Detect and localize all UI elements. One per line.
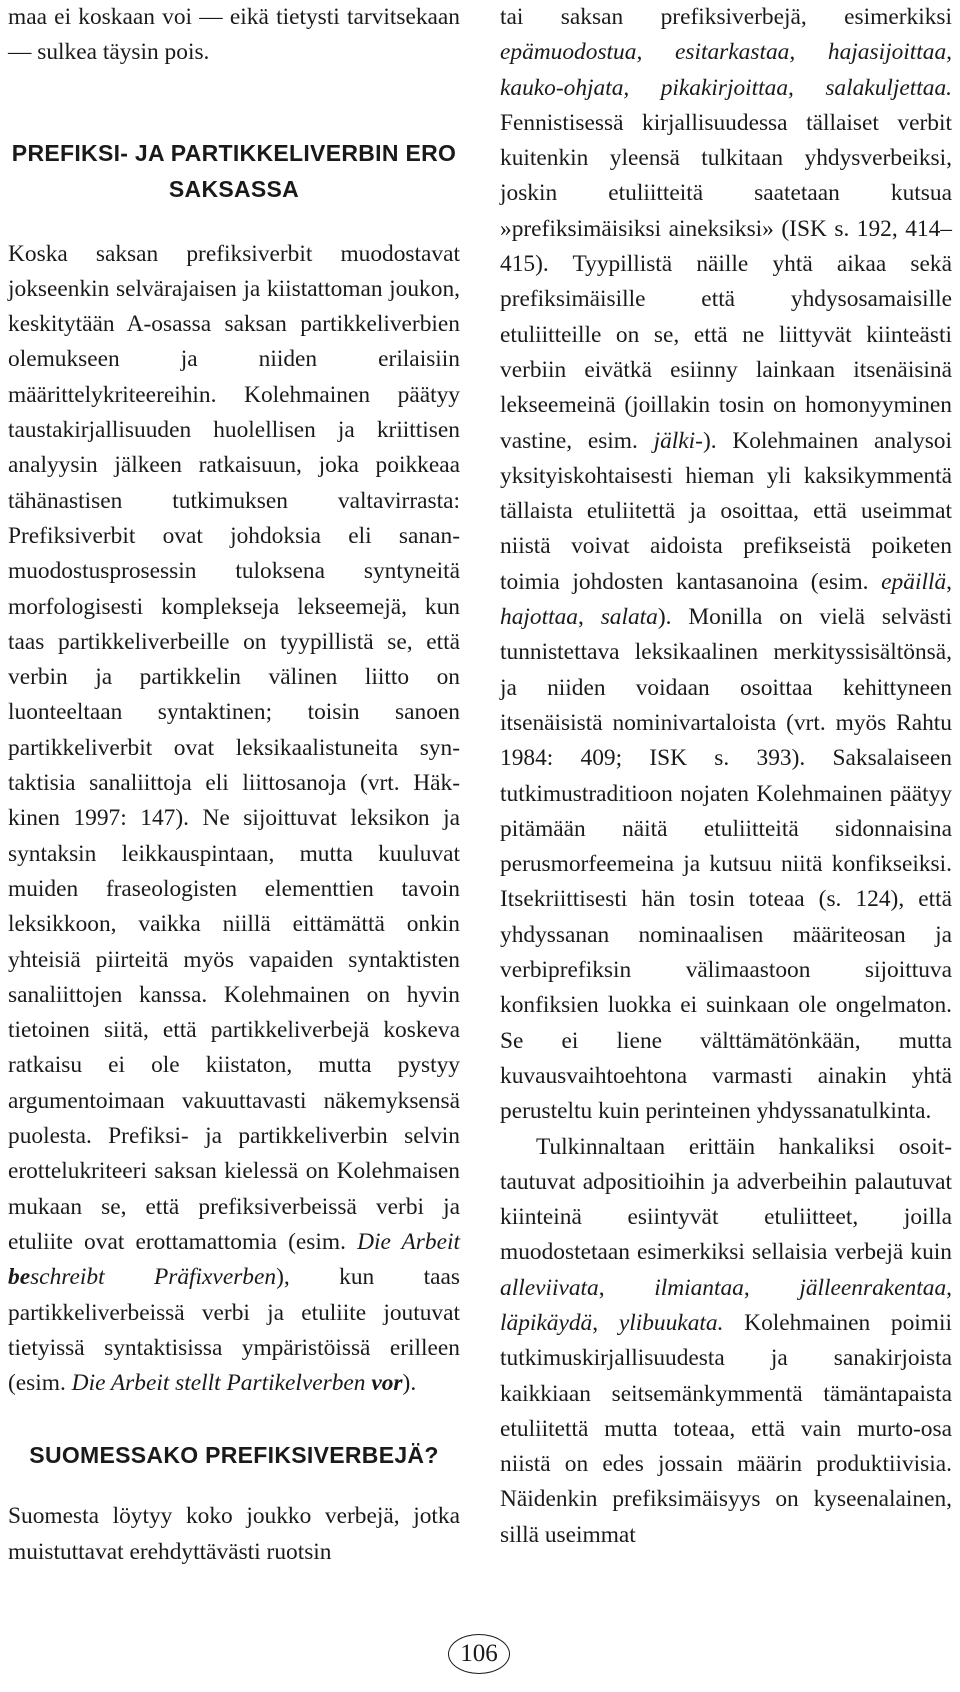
page-number: 106 <box>448 1634 510 1674</box>
paragraph-finnish-start: Suomesta löytyy koko joukko verbejä, jotka muistuttavat erehdyttävästi ruotsin <box>8 1503 460 1565</box>
section-heading-prefix-particle: PREFIKSI- JA PARTIKKELIVERBIN ERO SAKSASSA <box>11 139 457 202</box>
paragraph-adposition-prefixes: Tulkinnaltaan erittäin hankaliksi osoittautuvat adpositioihin ja adverbeihin palautuvat kiinteinä esiintyvät etuliitteet, joilla muodostetaan esimerkiksi sellaisia verbejä kuin alleviivata, ilmiantaa, jälleenrakentaa, läpikäydä, ylibuukata. Kolehmainen poimii tutkimuskirjallisuudesta ja sanakirjoista kaikkiaan seitsemänkymmentä tämäntapaista etuliitettä mutta toteaa, että vain murto-osa niistä on edes jossain määrin produktiivisia. Näidenkin prefiksimäisyys on kyseenalainen, sillä useimmat <box>500 1133 952 1548</box>
section-heading-finnish-prefix-verbs: SUOMESSAKO PREFIKSIVERBEJÄ? <box>29 1442 439 1469</box>
paragraph-continued: maa ei koskaan voi — eikä tietysti tarvitsekaan — sulkea täysin pois. <box>8 4 460 66</box>
right-column <box>500 0 952 1553</box>
paragraph-finnish-continued: tai saksan prefiksiverbejä, esimerkiksi epämuodostua, esitarkastaa, hajasijoittaa, kauko-ohjata, pikakirjoittaa, salakuljettaa. Fennistisessä kirjallisuudessa tällaiset verbit kuitenkin yleensä tulkitaan yhdysverbeiksi, joskin etuliitteitä saatetaan kutsua »prefiksimäisiksi aineksiksi» (ISK s. 192, 414–415). Tyypillistä näille yhtä aikaa sekä prefiksimäisille että yhdysosamaisille etuliitteille on se, että ne liittyvät kiinteästi verbiin eivätkä esiinny lainkaan itsenäisinä lekseemeinä (joillakin tosin on homonyyminen vastine, esim. jälki-). Kolehmainen analysoi yksityiskohtaisesti hieman yli kaksikymmentä tällaista etuliitettä ja osoittaa, että useimmat niistä voivat aidoista prefikseistä poiketen toimia johdosten kantasanoina (esim. epäillä, hajottaa, salata). Monilla on vielä selvästi tunnistettava leksikaalinen merkityssisältönsä, ja niiden voidaan osoittaa kehittyneen itsenäisistä nominivartaloista (vrt. myös Rahtu 1984: 409; ISK s. 393). Saksalaiseen tutkimustraditioon nojaten Kolehmainen päätyy pitämään näitä etuliitteitä sidonnaisina perusmorfeemeina ja kutsuu niitä konfikseiksi. Itsekriittisesti hän tosin toteaa (s. 124), että yhdyssanan nominaalisen määriteosan ja verbiprefiksin välimaastoon sijoittuva konfiksien luokka ei suinkaan ole ongelmaton. Se ei liene välttämätönkään, mutta kuvausvaihtoehtona varmasti ainakin yhtä perusteltu kuin perinteinen yhdyssanatulkinta. <box>500 4 952 1125</box>
left-column <box>8 0 460 1570</box>
paragraph-prefix-particle: Koska saksan prefiksiverbit muodostavat jokseenkin selvärajaisen ja kiistattoman joukon, keskitytään A-osassa saksan partikkeliverbien olemukseen ja niiden erilaisiin määrittelykriteereihin. Kolehmainen päätyy taustakirjallisuuden huolellisen ja kriittisen analyysin jälkeen ratkaisuun, joka poikkeaa tähänastisen tutkimuksen valtavirrasta: Prefiksiverbit ovat johdoksia eli sananmuodostusprosessin tuloksena syntyneitä morfologisesti komplekseja lekseemejä, kun taas partikkeliverbeille on tyypillistä se, että verbin ja partikkelin välinen liitto on luonteeltaan syntaktinen; toisin sanoen partikkeliverbit ovat leksikaalistuneita syntaktisia sanaliittoja eli liittosanoja (vrt. Häkkinen 1997: 147). Ne sijoittuvat leksikon ja syntaksin leikkauspintaan, mutta kuuluvat muiden fraseologisten elementtien tavoin leksikkoon, vaikka niillä eittämättä onkin yhteisiä piirteitä myös vapaiden syntaktisten sanaliittojen kanssa. Kolehmainen on hyvin tietoinen siitä, että partikkeliverbejä koskeva ratkaisu ei ole kiistaton, mutta pystyy argumentoimaan vakuuttavasti näkemyksensä puolesta. Prefiksi- ja partikkeliverbin selvin erottelukriteeri saksan kielessä on Kolehmaisen mukaan se, että prefiksiverbeissä verbi ja etuliite ovat erottamattomia (esim. Die Arbeit beschreibt Präfixverben), kun taas partikkeliverbeissä verbi ja etuliite joutuvat tietyissä syntaktisissa ympäristöissä erilleen (esim. Die Arbeit stellt Partikelverben vor). <box>8 240 460 1397</box>
